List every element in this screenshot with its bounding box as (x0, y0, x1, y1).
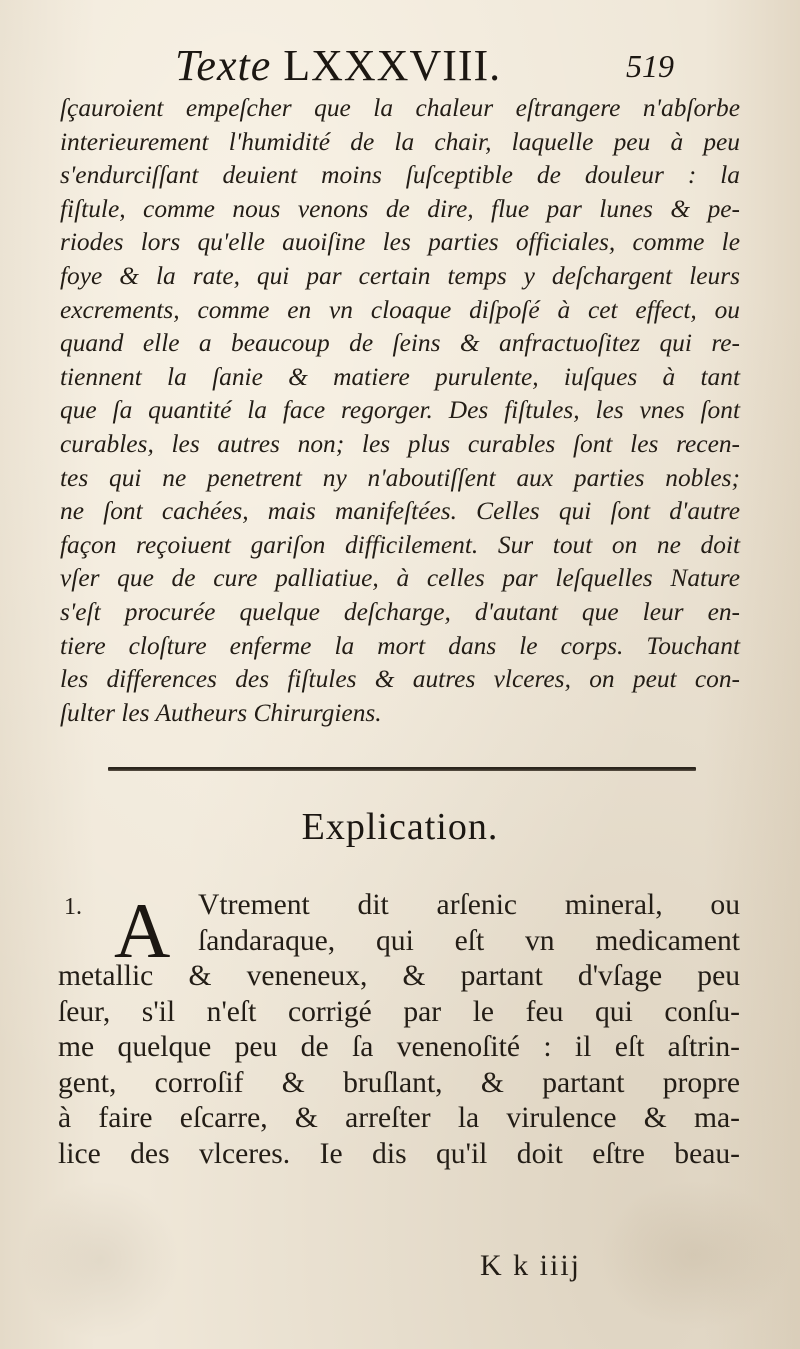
text-line: Vtrement dit arſenic mineral, ou (198, 889, 740, 921)
running-head (0, 40, 800, 96)
text-line: excrements, comme en vn cloaque diſpoſé à cet effect, ou (60, 295, 740, 324)
text-line: lice des vlceres. Ie dis qu'il doit eſtre beau- (58, 1137, 740, 1170)
signature-mark: K k iiij (480, 1249, 582, 1282)
text-line: metallic & veneneux, & partant d'vſage peu (58, 960, 740, 992)
drop-cap: A (114, 887, 171, 974)
text-line: les differences des fiſtules & autres vlceres, on peut con- (60, 665, 740, 694)
text-line: curables, les autres non; les plus curables ſont les recen- (60, 429, 740, 458)
text-line: tiennent la ſanie & matiere purulente, iuſques à tant (60, 362, 740, 391)
page-number: 519 (626, 48, 674, 84)
paper-stain (20, 1180, 180, 1340)
text-line: me quelque peu de ſa venenoſité : il eſt aſtrin- (58, 1031, 740, 1063)
text-line: fiſtule, comme nous venons de dire, flue par lunes & pe- (60, 194, 740, 223)
text-line: que ſa quantité la face regorger. Des fiſtules, les vnes ſont (60, 396, 740, 425)
italic-commentary (60, 92, 740, 730)
running-head-word: Texte (175, 41, 272, 90)
text-line: ſandaraque, qui eſt vn medicament (198, 924, 740, 957)
text-line: ſçauroient empeſcher que la chaleur eſtrangere n'abſorbe (60, 94, 740, 122)
text-line: tes qui ne penetrent ny n'aboutiſſent aux parties nobles; (60, 463, 740, 492)
text-line: tiere cloſture enferme la mort dans le corps. Touchant (60, 631, 740, 660)
text-line: s'eſt procurée quelque deſcharge, d'autant que leur en- (60, 597, 740, 626)
text-line: riodes lors qu'elle auoiſine les parties officiales, comme le (60, 228, 740, 257)
text-line: quand elle a beaucoup de ſeins & anfractuoſitez qui re- (60, 329, 740, 358)
running-head-title (175, 40, 501, 91)
text-line: gent, corroſif & bruſlant, & partant propre (58, 1066, 740, 1099)
paper-stain (600, 1180, 790, 1330)
text-line: ſulter les Autheurs Chirurgiens. (60, 698, 382, 727)
text-line: ſeur, s'il n'eſt corrigé par le feu qui conſu- (58, 995, 740, 1028)
text-line: façon reçoiuent gariſon difficilement. Sur tout on ne doit (60, 530, 740, 559)
note-number: 1. (64, 894, 82, 920)
explication-text (58, 888, 740, 1172)
text-line: ne ſont cachées, mais manifeſtées. Celles qui ſont d'autre (60, 497, 740, 526)
text-line: s'endurciſſant deuient moins ſuſceptible de douleur : la (60, 161, 740, 190)
text-line: foye & la rate, qui par certain temps y deſchargent leurs (60, 261, 740, 290)
section-divider (108, 767, 696, 771)
text-line: vſer que de cure palliatiue, à celles par leſquelles Nature (60, 564, 740, 593)
running-head-numeral: LXXXVIII. (283, 41, 502, 90)
text-line: interieurement l'humidité de la chair, laquelle peu à peu (60, 127, 740, 156)
section-heading: Explication. (301, 806, 499, 848)
text-line: à faire eſcarre, & arreſter la virulence & ma- (58, 1102, 740, 1134)
